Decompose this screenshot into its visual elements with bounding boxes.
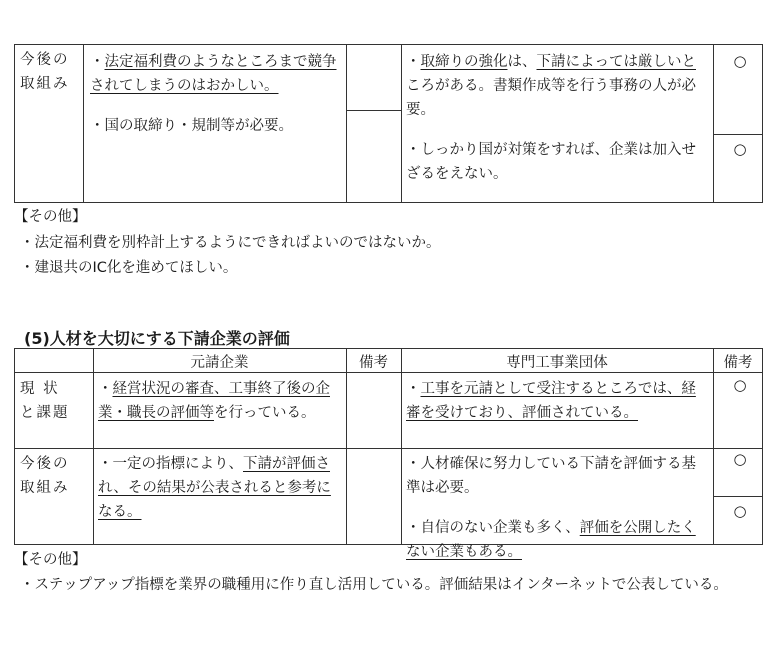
header-specialist-association: 専門工事業団体 xyxy=(506,355,608,371)
underlined-text: 法定福利費のようなところまで競争されてしまうのはおかしい。 xyxy=(90,54,337,94)
cell-paragraph xyxy=(406,516,709,564)
remark-mark: ○ xyxy=(733,450,747,468)
other-heading: 【その他】 xyxy=(14,552,87,568)
cell-paragraph xyxy=(406,50,709,122)
cell-paragraph xyxy=(98,377,341,425)
cell-paragraph xyxy=(90,50,342,98)
prime-contractor-cell xyxy=(90,50,342,138)
other-item: ・法定福利費を別枠計上するようにできればよいのではないか。 xyxy=(20,235,441,251)
remark-mark: ○ xyxy=(733,140,747,158)
cell-text: ころがある。書類作成等を行う事務の人が必要。 xyxy=(406,78,696,118)
remark-mark: ○ xyxy=(733,502,747,520)
cell-text: を行っている。 xyxy=(214,405,316,421)
remark-mark: ○ xyxy=(733,52,747,70)
cell-text: ・自信のない企業も多く、 xyxy=(406,520,580,536)
cell-paragraph xyxy=(406,452,709,500)
cell-text: ・ xyxy=(406,54,421,70)
cell-text: ・ xyxy=(406,381,421,397)
cell-text: ・しっかり国が対策をすれば、企業は加入せざるをえない。 xyxy=(406,142,696,182)
cell-text: ・ xyxy=(90,54,105,70)
row-label-current-status: 現 状 と課題 xyxy=(20,381,70,421)
underlined-text: 下請によっては厳しいと xyxy=(536,54,696,70)
underlined-text: 下請が評価 xyxy=(243,456,316,472)
specialist-association-cell xyxy=(406,50,709,186)
cell-paragraph xyxy=(98,452,341,524)
header-remarks: 備考 xyxy=(359,355,388,371)
underlined-text: され、その結果が公表されると参考になる。 xyxy=(98,456,331,520)
underlined-text: 取締りの強化 xyxy=(420,54,508,70)
cell-paragraph xyxy=(406,377,709,425)
remark-mark: ○ xyxy=(733,376,747,394)
other-item: ・建退共のIC化を進めてほしい。 xyxy=(20,260,238,276)
underlined-text: 工事を元請として受注するところでは、経審を受けており、評価されている。 xyxy=(406,381,696,421)
prime-contractor-future-cell xyxy=(98,452,341,524)
cell-text: は、 xyxy=(507,54,537,70)
header-prime-contractor: 元請企業 xyxy=(190,355,249,371)
row-label-future-efforts: 今後の取組み xyxy=(20,52,70,92)
cell-text: ・人材確保に努力している下請を評価する基準は必要。 xyxy=(406,456,696,496)
header-remarks: 備考 xyxy=(723,355,753,371)
cell-text: ・国の取締り・規制等が必要。 xyxy=(90,118,293,134)
row-label-future-efforts: 今後の取組み xyxy=(20,456,70,496)
cell-text: ・ xyxy=(98,381,113,397)
cell-paragraph xyxy=(90,114,342,138)
specialist-current-cell xyxy=(406,377,709,425)
underlined-text: 経営状況の審査、工事終了後の企業・職長の評価等 xyxy=(98,381,330,421)
cell-text: ・一定の指標により、 xyxy=(98,456,243,472)
underlined-text: 評価を公開したくない企業もある。 xyxy=(406,520,696,560)
other-heading: 【その他】 xyxy=(14,209,87,225)
prime-contractor-current-cell xyxy=(98,377,341,425)
specialist-future-cell xyxy=(406,452,709,564)
other-item: ・ステップアップ指標を業界の職種用に作り直し活用している。評価結果はインターネットで公表している。 xyxy=(20,577,728,593)
cell-paragraph xyxy=(406,138,709,186)
section-title: (5)人材を大切にする下請企業の評価 xyxy=(24,329,290,348)
